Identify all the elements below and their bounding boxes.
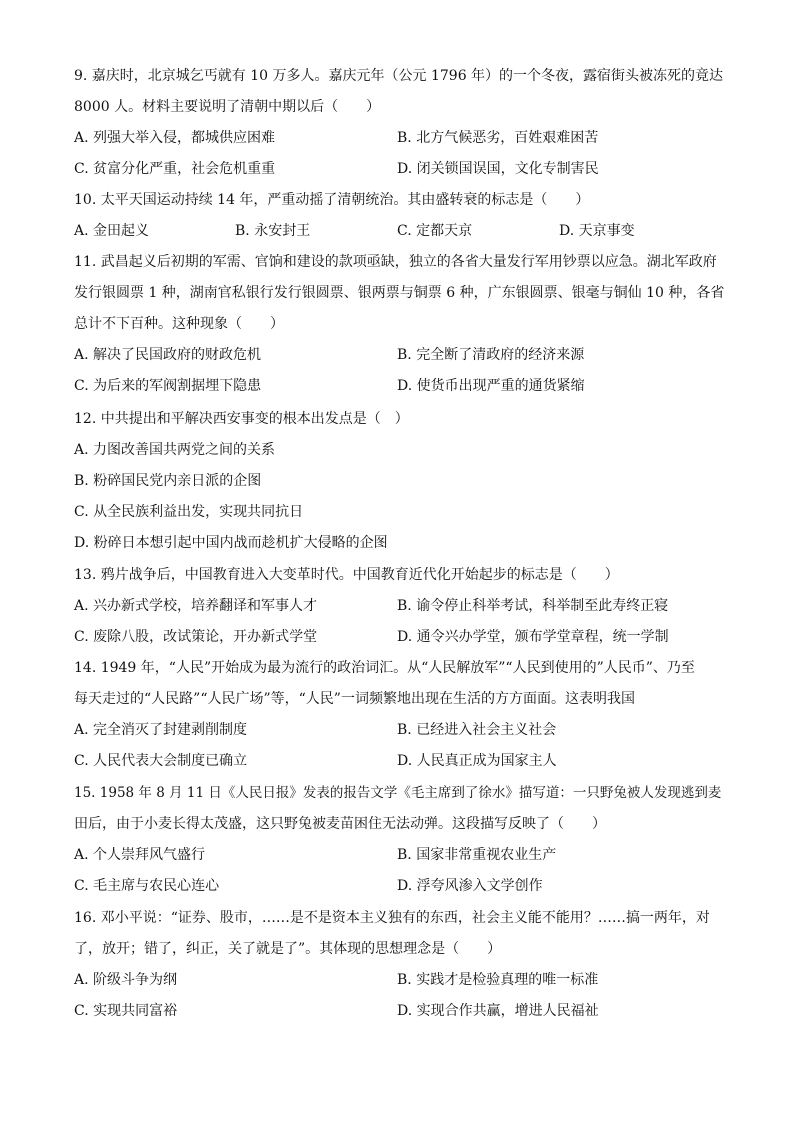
question-16-option-d: D. 实现合作共赢，增进人民福祉 xyxy=(397,1003,599,1019)
question-13-option-b: B. 谕令停止科举考试，科举制至此寿终正寝 xyxy=(397,598,669,614)
question-11-option-a: A. 解决了民国政府的财政危机 xyxy=(74,347,262,363)
question-14-option-a: A. 完全消灭了封建剥削制度 xyxy=(74,722,248,738)
question-11-stem-line-1: 11. 武昌起义后初期的军需、官饷和建设的款项亟缺，独立的各省大量发行军用钞票以应急。湖北军政府 xyxy=(74,254,717,270)
question-16-option-c: C. 实现共同富裕 xyxy=(74,1003,178,1019)
question-11-stem-line-2: 发行银圆票 1 种，湖南官私银行发行银圆票、银两票与铜票 6 种，广东银圆票、银毫与铜仙 10 种，各省 xyxy=(74,285,725,301)
question-13-option-a: A. 兴办新式学校，培养翻译和军事人才 xyxy=(74,598,318,614)
question-11-option-b: B. 完全断了清政府的经济来源 xyxy=(397,347,585,363)
question-10-option-d: D. 天京事变 xyxy=(559,223,635,239)
question-15-stem-line-1: 15. 1958 年 8 月 11 日《人民日报》发表的报告文学《毛主席到了徐水》描写道：一只野兔被人发现逃到麦 xyxy=(74,785,722,801)
question-12-option-c: C. 从全民族利益出发，实现共同抗日 xyxy=(74,504,304,520)
question-9-option-b: B. 北方气候恶劣，百姓艰难困苦 xyxy=(397,130,599,146)
question-14-stem-line-2: 每天走过的“人民路”“人民广场”等，“人民”一词频繁地出现在生活的方方面面。这表明我国 xyxy=(74,691,635,707)
question-12-option-a: A. 力图改善国共两党之间的关系 xyxy=(74,442,276,458)
question-14-stem-line-1: 14. 1949 年，“人民”开始成为最为流行的政治词汇。从“人民解放军”“人民到使用的”人民币”、乃至 xyxy=(74,660,695,676)
question-16-option-a: A. 阶级斗争为纲 xyxy=(74,972,178,988)
question-14-option-b: B. 已经进入社会主义社会 xyxy=(397,722,557,738)
question-15-option-a: A. 个人崇拜风气盛行 xyxy=(74,847,206,863)
question-12-stem-line-1: 12. 中共提出和平解决西安事变的根本出发点是（ ） xyxy=(74,411,409,427)
question-15-option-b: B. 国家非常重视农业生产 xyxy=(397,847,557,863)
question-15-option-c: C. 毛主席与农民心连心 xyxy=(74,878,220,894)
question-10-option-c: C. 定都天京 xyxy=(397,223,473,239)
question-11-option-d: D. 使货币出现严重的通货紧缩 xyxy=(397,378,585,394)
question-11-stem-line-3: 总计不下百种。这种现象（ ） xyxy=(74,316,284,332)
question-9-option-a: A. 列强大举入侵，都城供应困难 xyxy=(74,130,276,146)
question-13-option-d: D. 通令兴办学堂，颁布学堂章程，统一学制 xyxy=(397,629,669,645)
question-9-option-c: C. 贫富分化严重，社会危机重重 xyxy=(74,161,276,177)
question-9-stem-line-2: 8000 人。材料主要说明了清朝中期以后（ ） xyxy=(74,99,381,115)
question-14-option-c: C. 人民代表大会制度已确立 xyxy=(74,753,248,769)
question-16-option-b: B. 实践才是检验真理的唯一标准 xyxy=(397,972,599,988)
question-12-option-d: D. 粉碎日本想引起中国内战而趁机扩大侵略的企图 xyxy=(74,535,388,551)
question-9-option-d: D. 闭关锁国误国，文化专制害民 xyxy=(397,161,599,177)
question-15-option-d: D. 浮夸风渗入文学创作 xyxy=(397,878,543,894)
question-13-option-c: C. 废除八股，改试策论，开办新式学堂 xyxy=(74,629,318,645)
question-12-option-b: B. 粉碎国民党内亲日派的企图 xyxy=(74,473,262,489)
question-11-option-c: C. 为后来的军阀割据埋下隐患 xyxy=(74,378,262,394)
question-14-option-d: D. 人民真正成为国家主人 xyxy=(397,753,557,769)
question-15-stem-line-2: 田后，由于小麦长得太茂盛，这只野兔被麦苗困住无法动弹。这段描写反映了（ ） xyxy=(74,816,606,832)
question-9-stem-line-1: 9. 嘉庆时，北京城乞丐就有 10 万多人。嘉庆元年（公元 1796 年）的一个冬夜，露宿街头被冻死的竟达 xyxy=(74,68,724,84)
question-13-stem-line-1: 13. 鸦片战争后，中国教育进入大变革时代。中国教育近代化开始起步的标志是（ ） xyxy=(74,567,619,583)
question-10-option-b: B. 永安封王 xyxy=(235,223,311,239)
question-16-stem-line-1: 16. 邓小平说：“证券、股市，……是不是资本主义独有的东西，社会主义能不能用？……搞一两年，对 xyxy=(74,910,710,926)
question-16-stem-line-2: 了，放开；错了，纠正，关了就是了”。其体现的思想理念是（ ） xyxy=(74,941,502,957)
question-10-option-a: A. 金田起义 xyxy=(74,223,150,239)
question-10-stem-line-1: 10. 太平天国运动持续 14 年，严重动摇了清朝统治。其由盛转衰的标志是（ ） xyxy=(74,192,590,208)
